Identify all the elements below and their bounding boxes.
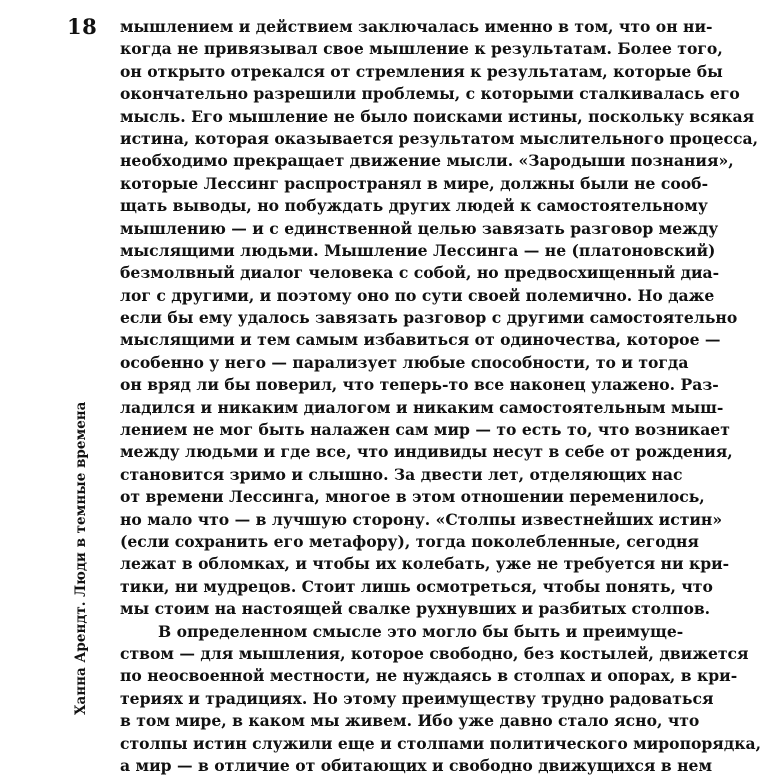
- text-line: мы стоим на настоящей свалке рухнувших и разбитых столпов.: [120, 599, 711, 619]
- text-line: мышлению — и с единственной целью завязать разговор между: [120, 218, 719, 238]
- text-line: когда не привязывал свое мышление к результатам. Более того,: [120, 39, 723, 59]
- text-line: лежат в обломках, и чтобы их колебать, уже не требуется ни кри-: [120, 554, 730, 574]
- text-line: мышлением и действием заключалась именно в том, что он ни-: [120, 17, 713, 36]
- text-line: между людьми и где все, что индивиды несут в себе от рождения,: [120, 442, 733, 462]
- body-text: [120, 16, 761, 777]
- text-line: В определенном смысле это могло бы быть и преимуще-: [158, 621, 684, 641]
- text-line: которые Лессинг распространял в мире, должны были не сооб-: [120, 173, 709, 193]
- text-line: если бы ему удалось завязать разговор с другими самостоятельно: [120, 308, 738, 328]
- text-line: окончательно разрешили проблемы, с которыми сталкивалась его: [120, 84, 740, 104]
- text-line: столпы истин служили еще и столпами политического миропорядка,: [120, 733, 761, 753]
- text-line: лением не мог быть налажен сам мир — то есть то, что возникает: [120, 420, 730, 440]
- text-line: ством — для мышления, которое свободно, без костылей, движется: [120, 643, 749, 663]
- text-line: а мир — в отличие от обитающих и свободно движущихся в нем: [120, 755, 713, 775]
- text-line: териях и традициях. Но этому преимуществу трудно радоваться: [120, 688, 714, 708]
- text-line: особенно у него — парализует любые способности, то и тогда: [120, 352, 689, 372]
- text-line: безмолвный диалог человека с собой, но предвосхищенный диа-: [120, 263, 720, 283]
- text-line: он вряд ли бы поверил, что теперь-то все наконец улажено. Раз-: [120, 375, 719, 395]
- text-line: он открыто отрекался от стремления к результатам, которые бы: [120, 61, 723, 81]
- text-line: мыслящими людьми. Мышление Лессинга — не (платоновский): [120, 240, 716, 260]
- text-line: лог с другими, и поэтому оно по сути своей полемично. Но даже: [120, 285, 715, 305]
- text-line: необходимо прекращает движение мысли. «Зародыши познания»,: [120, 151, 734, 171]
- text-line: мыслящими и тем самым избавиться от одиночества, которое —: [120, 330, 721, 350]
- text-line: становится зримо и слышно. За двести лет, отделяющих нас: [120, 464, 683, 484]
- text-line: по неосвоенной местности, не нуждаясь в столпах и опорах, в кри-: [120, 666, 738, 686]
- text-line: мысль. Его мышление не было поисками истины, поскольку всякая: [120, 106, 755, 126]
- text-line: тики, ни мудрецов. Стоит лишь осмотреться, чтобы понять, что: [120, 576, 713, 596]
- text-line: (если сохранить его метафору), тогда поколебленные, сегодня: [120, 531, 699, 551]
- page-number: 18: [67, 14, 98, 39]
- text-line: в том мире, в каком мы живем. Ибо уже давно стало ясно, что: [120, 711, 700, 731]
- running-title: Ханна Арендт. Люди в темные времена: [73, 401, 89, 715]
- text-line: от времени Лессинга, многое в этом отношении переменилось,: [120, 487, 705, 507]
- text-line: но мало что — в лучшую сторону. «Столпы известнейших истин»: [120, 509, 723, 529]
- text-line: щать выводы, но побуждать других людей к самостоятельному: [120, 196, 708, 216]
- text-line: ладился и никаким диалогом и никаким самостоятельным мыш-: [120, 397, 724, 417]
- text-line: истина, которая оказывается результатом мыслительного процесса,: [120, 128, 759, 148]
